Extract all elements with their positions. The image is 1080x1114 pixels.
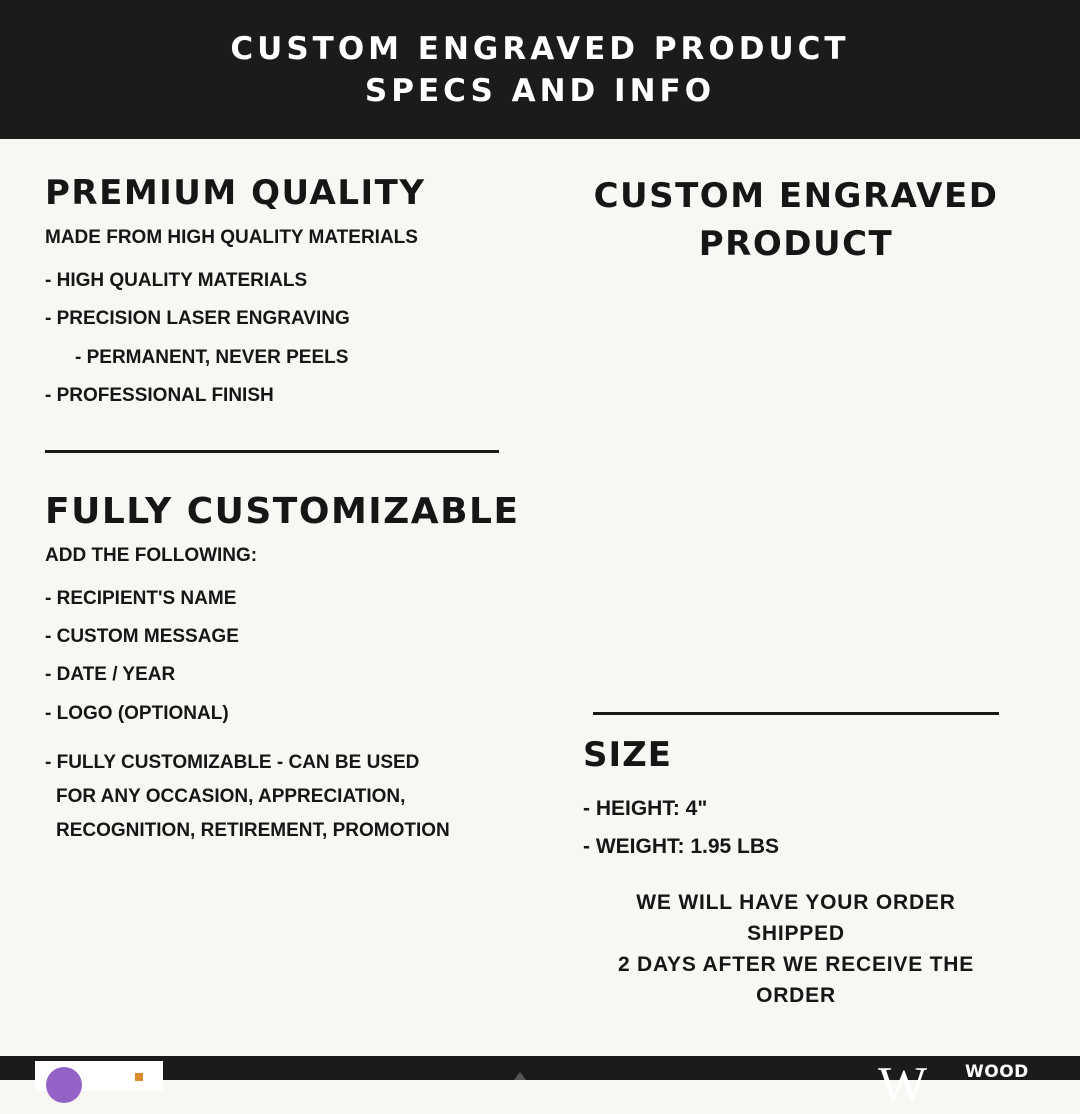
shipping-line: 2 DAYS AFTER WE RECEIVE THE [617, 953, 975, 976]
badge-logo [35, 1061, 163, 1091]
premium-item: - PRECISION LASER ENGRAVING [45, 308, 350, 329]
header-title-line-2: SPECS AND INFO [364, 72, 716, 109]
shipping-line: WE WILL HAVE YOUR ORDER [636, 891, 956, 914]
section-divider [45, 450, 499, 453]
shipping-line: ORDER [756, 984, 836, 1007]
triangle-icon [514, 1072, 526, 1080]
custom-note-line: FOR ANY OCCASION, APPRECIATION, [56, 786, 406, 807]
premium-item: - PROFESSIONAL FINISH [45, 385, 274, 406]
size-heading: SIZE [583, 735, 673, 775]
custom-item: - RECIPIENT'S NAME [45, 588, 237, 609]
footer-bar [0, 1056, 1080, 1114]
shipping-line: SHIPPED [747, 922, 845, 945]
premium-subheading: MADE FROM HIGH QUALITY MATERIALS [45, 227, 418, 248]
product-title-line-2: PRODUCT [698, 224, 894, 264]
size-item-weight: - WEIGHT: 1.95 LBS [583, 835, 780, 858]
premium-item: - HIGH QUALITY MATERIALS [45, 270, 308, 291]
product-title-line-1: CUSTOM ENGRAVED [593, 176, 999, 216]
page-header [0, 0, 1080, 139]
custom-subheading: ADD THE FOLLOWING: [45, 545, 258, 566]
brand-logo-letter: W [878, 1057, 928, 1114]
custom-note-line: RECOGNITION, RETIREMENT, PROMOTION [56, 820, 450, 841]
product-title [583, 172, 1009, 268]
premium-subitem: - PERMANENT, NEVER PEELS [75, 347, 349, 368]
header-title-line-1: CUSTOM ENGRAVED PRODUCT [230, 30, 850, 67]
badge-accent-icon [135, 1073, 143, 1081]
custom-note-line: - FULLY CUSTOMIZABLE - CAN BE USED [45, 752, 420, 773]
custom-item: - LOGO (OPTIONAL) [45, 703, 229, 724]
premium-quality-heading: PREMIUM QUALITY [45, 173, 426, 213]
fully-customizable-heading: FULLY CUSTOMIZABLE [45, 491, 520, 532]
section-divider [593, 712, 999, 715]
brand-logo-text: WOOD [965, 1062, 1029, 1082]
custom-item: - CUSTOM MESSAGE [45, 626, 239, 647]
custom-item: - DATE / YEAR [45, 664, 176, 685]
seal-icon [46, 1067, 82, 1103]
shipping-note [583, 887, 1009, 1011]
size-item-height: - HEIGHT: 4" [583, 797, 708, 820]
